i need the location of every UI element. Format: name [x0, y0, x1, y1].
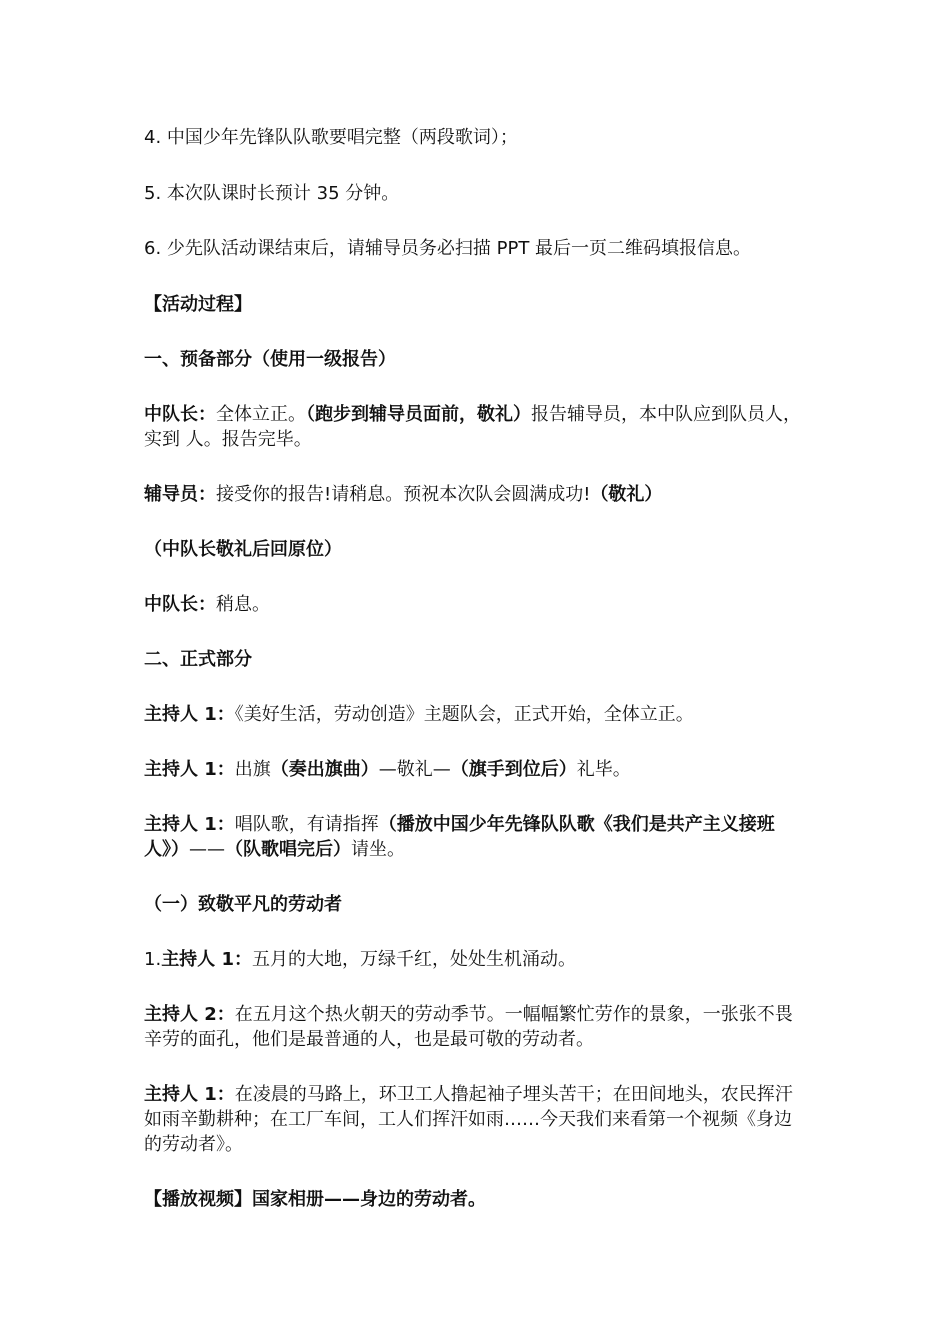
- paragraph-counselor-reply: [144, 482, 808, 507]
- text: —敬礼—: [378, 759, 451, 780]
- speaker-label: 主持人 1：: [144, 814, 235, 835]
- text: ——: [189, 839, 225, 860]
- speaker-label: 主持人 1：: [144, 704, 235, 725]
- paragraph-at-ease: [144, 592, 808, 617]
- stage-direction-play-video: 【播放视频】国家相册——身边的劳动者。: [144, 1189, 486, 1210]
- stage-direction: （敬礼）: [590, 484, 663, 505]
- speaker-label: 主持人 2：: [144, 1004, 235, 1025]
- stage-direction: （旗手到位后）: [450, 759, 577, 780]
- text: 接受你的报告!请稍息。预祝本次队会圆满成功!: [216, 484, 591, 505]
- text: 五月的大地，万绿千红，处处生机涌动。: [251, 949, 576, 970]
- paragraph-host1-opening: [144, 702, 808, 727]
- text: 唱队歌，有请指挥: [234, 814, 379, 835]
- text: 报告辅导员，本中队应到队员人，实到 人。报告完毕。: [144, 404, 801, 450]
- text: 在凌晨的马路上，环卫工人撸起袖子埋头苦干；在田间地头，农民挥汗如雨辛勤耕种；在工厂车间，工人们挥汗如雨……今天我们来看第一个视频《身边的劳动者》。: [144, 1084, 793, 1155]
- paragraph-host1-video-intro: [144, 1082, 808, 1157]
- paragraph-host1-anthem: [144, 812, 808, 862]
- heading-formal-part: 二、正式部分: [144, 649, 252, 670]
- note-line-4: 4. 中国少年先锋队队歌要唱完整（两段歌词）；: [144, 127, 518, 148]
- speaker-label: 主持人 1：: [161, 949, 252, 970]
- text: 出旗: [234, 759, 271, 780]
- text: 请坐。: [351, 839, 405, 860]
- speaker-label: 中队长：: [144, 404, 216, 425]
- note-line-5: 5. 本次队课时长预计 35 分钟。: [144, 183, 400, 204]
- speaker-label: 中队长：: [144, 594, 216, 615]
- text: 全体立正。: [216, 404, 306, 425]
- paragraph-squad-leader-report: [144, 402, 808, 452]
- stage-direction: （播放中国少年先锋队队歌《我们是共产主义接班人》）: [144, 814, 775, 860]
- stage-direction: （奏出旗曲）: [270, 759, 379, 780]
- speaker-label: 主持人 1：: [144, 1084, 235, 1105]
- heading-activity-process: 【活动过程】: [144, 294, 252, 315]
- paragraph-host2-workers: [144, 1002, 808, 1052]
- heading-preparation: 一、预备部分（使用一级报告）: [144, 349, 396, 370]
- note-line-6: 6. 少先队活动课结束后，请辅导员务必扫描 PPT 最后一页二维码填报信息。: [144, 238, 752, 259]
- item-number: 1.: [144, 949, 162, 970]
- text: 礼毕。: [576, 759, 631, 780]
- speaker-label: 辅导员：: [144, 484, 216, 505]
- paragraph-host1-flag: [144, 757, 808, 782]
- heading-section-1: （一）致敬平凡的劳动者: [144, 894, 342, 915]
- text: 在五月这个热火朝天的劳动季节。一幅幅繁忙劳作的景象，一张张不畏辛劳的面孔，他们是最普通的人，也是最可敬的劳动者。: [144, 1004, 793, 1050]
- text: 稍息。: [216, 594, 270, 615]
- paragraph-host1-may: [144, 947, 808, 972]
- stage-direction: （跑步到辅导员面前，敬礼）: [306, 404, 531, 425]
- stage-direction: （队歌唱完后）: [225, 839, 351, 860]
- speaker-label: 主持人 1：: [144, 759, 235, 780]
- text: 《美好生活，劳动创造》主题队会，正式开始，全体立正。: [234, 704, 694, 725]
- stage-direction-return: （中队长敬礼后回原位）: [144, 539, 342, 560]
